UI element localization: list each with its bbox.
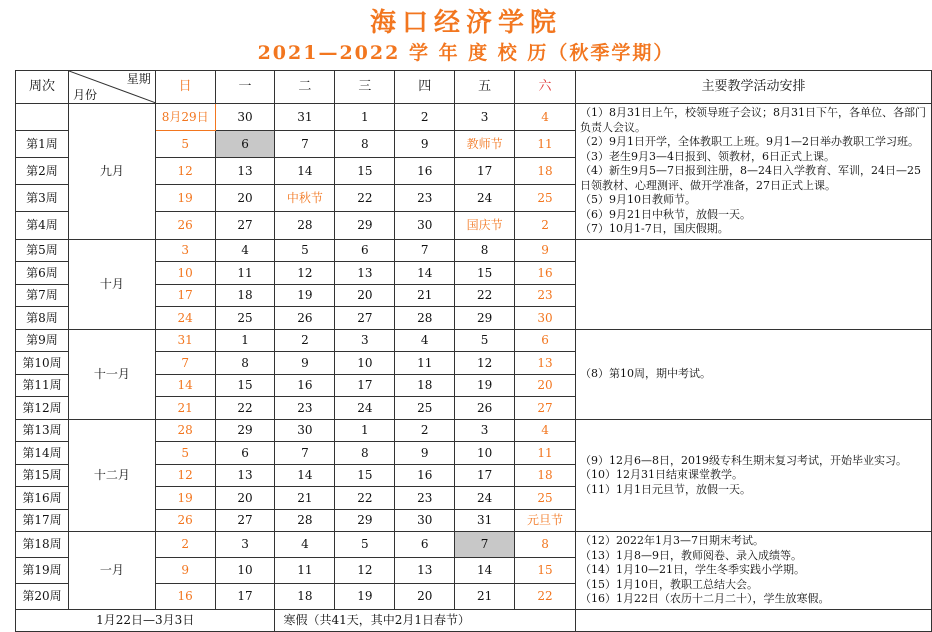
day-cell-wed: 15 [335, 158, 395, 185]
page-subtitle: 2021—2022 学 年 度 校 历（秋季学期） [257, 42, 675, 64]
day-cell-fri: 24 [455, 185, 515, 212]
note-item: （9）12月6—8日，2019级专科生期末复习考试，开始毕业实习。 [579, 453, 907, 467]
day-cell-thu: 28 [395, 307, 455, 330]
note-item: （11）1月1日元旦节，放假一天。 [579, 482, 751, 496]
day-cell-wed: 1 [335, 104, 395, 131]
week-label: 第5周 [16, 239, 69, 262]
day-cell-sun: 17 [155, 284, 215, 307]
day-cell-mon: 27 [215, 509, 275, 532]
week-label: 第13周 [16, 419, 69, 442]
day-cell-fri: 3 [455, 104, 515, 131]
notes-block4 [575, 532, 931, 610]
day-cell-thu: 23 [395, 185, 455, 212]
day-cell-wed: 22 [335, 185, 395, 212]
day-cell-thu: 23 [395, 487, 455, 510]
day-cell-thu: 20 [395, 583, 455, 609]
day-cell-tue: 18 [275, 583, 335, 609]
day-cell-sat: 元旦节 [515, 509, 576, 532]
note-item: （2）9月1日开学，全体教职工上班。9月1—2日举办教职工学习班。 [579, 135, 919, 148]
day-cell-mon: 20 [215, 487, 275, 510]
day-cell-mon: 18 [215, 284, 275, 307]
day-cell-wed: 19 [335, 583, 395, 609]
day-cell-thu: 2 [395, 104, 455, 131]
day-cell-wed: 22 [335, 487, 395, 510]
day-cell-wed: 1 [335, 419, 395, 442]
note-item: （6）9月21日中秋节，放假一天。 [579, 207, 751, 221]
week-row [16, 419, 932, 442]
day-cell-thu: 9 [395, 131, 455, 158]
day-cell-mon: 3 [215, 532, 275, 558]
day-cell-sun: 12 [155, 464, 215, 487]
day-cell-thu: 6 [395, 532, 455, 558]
day-cell-sun: 28 [155, 419, 215, 442]
week-label: 第12周 [16, 397, 69, 420]
winter-break-desc: 寒假（共41天，其中2月1日春节） [275, 609, 576, 632]
day-cell-tue: 31 [275, 104, 335, 131]
day-header-fri: 五 [455, 71, 515, 104]
notes-empty [575, 239, 931, 329]
note-item: （15）1月10日，教职工总结大会。 [579, 577, 758, 591]
day-cell-sat: 23 [515, 284, 576, 307]
day-cell-thu: 11 [395, 352, 455, 375]
day-cell-thu: 16 [395, 464, 455, 487]
week-label: 第20周 [16, 583, 69, 609]
week-label: 第19周 [16, 557, 69, 583]
day-cell-tue: 28 [275, 509, 335, 532]
day-cell-mon: 17 [215, 583, 275, 609]
notes-block3 [575, 419, 931, 532]
day-cell-mon: 22 [215, 397, 275, 420]
day-cell-sun: 9 [155, 557, 215, 583]
day-cell-tue: 7 [275, 131, 335, 158]
note-item: （14）1月10—21日，学生冬季实践小学期。 [579, 563, 805, 576]
day-cell-thu: 30 [395, 212, 455, 239]
day-cell-sat: 4 [515, 419, 576, 442]
day-cell-tue: 4 [275, 532, 335, 558]
day-cell-mon: 13 [215, 158, 275, 185]
day-cell-sun: 12 [155, 158, 215, 185]
day-cell-wed: 20 [335, 284, 395, 307]
day-cell-fri: 8 [455, 239, 515, 262]
day-cell-fri: 29 [455, 307, 515, 330]
day-cell-tue: 14 [275, 158, 335, 185]
day-cell-mon: 6 [215, 442, 275, 465]
week-label: 第9周 [16, 329, 69, 352]
note-item: （16）1月22日（农历十二月二十），学生放寒假。 [579, 592, 830, 605]
day-cell-mon: 13 [215, 464, 275, 487]
week-label: 第7周 [16, 284, 69, 307]
day-cell-thu: 4 [395, 329, 455, 352]
day-cell-wed: 29 [335, 212, 395, 239]
day-cell-wed: 10 [335, 352, 395, 375]
day-cell-sat: 25 [515, 185, 576, 212]
month-label-dec: 十二月 [68, 419, 155, 532]
day-cell-fri: 31 [455, 509, 515, 532]
day-cell-wed: 12 [335, 557, 395, 583]
day-cell-sun: 19 [155, 487, 215, 510]
day-header-sun: 日 [155, 71, 215, 104]
day-cell-fri: 22 [455, 284, 515, 307]
week-row [16, 329, 932, 352]
day-cell-sun: 8月29日 [155, 104, 215, 131]
day-cell-sun: 5 [155, 131, 215, 158]
day-header-mon: 一 [215, 71, 275, 104]
note-item: （8）第10周，期中考试。 [579, 366, 711, 380]
day-cell-wed: 8 [335, 131, 395, 158]
week-label: 第4周 [16, 212, 69, 239]
note-item: （13）1月8—9日，教师阅卷、录入成绩等。 [579, 548, 802, 562]
day-cell-sun: 5 [155, 442, 215, 465]
day-cell-thu: 25 [395, 397, 455, 420]
day-cell-sat: 25 [515, 487, 576, 510]
day-cell-wed: 13 [335, 262, 395, 285]
diag-weekday-label: 星期 [126, 72, 151, 86]
day-cell-wed: 6 [335, 239, 395, 262]
footer-row [16, 609, 932, 632]
note-item: （10）12月31日结束课堂教学。 [579, 468, 743, 481]
day-cell-sun: 21 [155, 397, 215, 420]
day-cell-fri: 21 [455, 583, 515, 609]
day-cell-sun: 19 [155, 185, 215, 212]
day-cell-sat: 13 [515, 352, 576, 375]
day-cell-wed: 24 [335, 397, 395, 420]
week-label: 第16周 [16, 487, 69, 510]
day-cell-mon: 27 [215, 212, 275, 239]
day-cell-fri: 国庆节 [455, 212, 515, 239]
day-cell-mon: 30 [215, 104, 275, 131]
day-cell-tue: 30 [275, 419, 335, 442]
day-header-tue: 二 [275, 71, 335, 104]
day-cell-sat: 18 [515, 158, 576, 185]
header-row [16, 71, 932, 104]
day-cell-mon: 8 [215, 352, 275, 375]
day-cell-thu: 16 [395, 158, 455, 185]
day-cell-sat: 8 [515, 532, 576, 558]
day-cell-thu: 2 [395, 419, 455, 442]
week-row [16, 239, 932, 262]
day-cell-fri: 14 [455, 557, 515, 583]
day-cell-mon: 20 [215, 185, 275, 212]
week-label: 第18周 [16, 532, 69, 558]
day-cell-thu: 14 [395, 262, 455, 285]
day-cell-sun: 16 [155, 583, 215, 609]
day-cell-sat: 2 [515, 212, 576, 239]
week-row [16, 532, 932, 558]
day-cell-tue: 12 [275, 262, 335, 285]
day-cell-sat: 15 [515, 557, 576, 583]
notes-block1 [575, 104, 931, 240]
day-cell-sat: 27 [515, 397, 576, 420]
note-item: （12）2022年1月3—7日期末考试。 [579, 534, 764, 547]
day-cell-sun: 2 [155, 532, 215, 558]
day-cell-sun: 3 [155, 239, 215, 262]
month-label-nov: 十一月 [68, 329, 155, 419]
day-cell-sun: 26 [155, 212, 215, 239]
day-cell-tue: 26 [275, 307, 335, 330]
day-cell-fri: 3 [455, 419, 515, 442]
day-cell-sat: 11 [515, 442, 576, 465]
month-label-oct: 十月 [68, 239, 155, 329]
day-header-sat: 六 [515, 71, 576, 104]
day-cell-fri: 15 [455, 262, 515, 285]
day-cell-thu: 9 [395, 442, 455, 465]
day-cell-wed: 15 [335, 464, 395, 487]
day-cell-tue: 16 [275, 374, 335, 397]
day-cell-sat: 4 [515, 104, 576, 131]
week-label: 第1周 [16, 131, 69, 158]
day-cell-mon: 25 [215, 307, 275, 330]
day-cell-wed: 27 [335, 307, 395, 330]
week-label: 第3周 [16, 185, 69, 212]
day-cell-fri: 12 [455, 352, 515, 375]
day-cell-mon: 11 [215, 262, 275, 285]
day-cell-fri: 17 [455, 158, 515, 185]
page-title: 海口经济学院 [369, 8, 562, 38]
day-cell-sat: 18 [515, 464, 576, 487]
diagonal-header [68, 71, 155, 104]
day-cell-fri: 10 [455, 442, 515, 465]
day-cell-wed: 8 [335, 442, 395, 465]
day-header-thu: 四 [395, 71, 455, 104]
note-item: （1）8月31日上午，校领导班子会议；8月31日下午，各单位、各部门负责人会议。 [579, 106, 926, 134]
day-cell-tue: 23 [275, 397, 335, 420]
day-cell-sun: 31 [155, 329, 215, 352]
day-cell-fri: 7 [455, 532, 515, 558]
week-label: 第10周 [16, 352, 69, 375]
note-item: （7）10月1-7日，国庆假期。 [579, 222, 729, 235]
day-cell-tue: 7 [275, 442, 335, 465]
day-cell-wed: 3 [335, 329, 395, 352]
day-cell-mon: 1 [215, 329, 275, 352]
notes-block2 [575, 329, 931, 419]
day-cell-thu: 30 [395, 509, 455, 532]
day-cell-thu: 7 [395, 239, 455, 262]
day-cell-fri: 26 [455, 397, 515, 420]
month-label-sep: 九月 [68, 104, 155, 240]
week-label: 第14周 [16, 442, 69, 465]
day-cell-sat: 22 [515, 583, 576, 609]
day-cell-fri: 24 [455, 487, 515, 510]
diag-month-label: 月份 [72, 88, 97, 102]
footer-notes-cell [575, 609, 931, 632]
day-cell-thu: 18 [395, 374, 455, 397]
day-cell-tue: 28 [275, 212, 335, 239]
day-cell-mon: 4 [215, 239, 275, 262]
day-cell-tue: 2 [275, 329, 335, 352]
week-label [16, 104, 69, 131]
day-cell-sun: 24 [155, 307, 215, 330]
week-row [16, 104, 932, 131]
week-label: 第11周 [16, 374, 69, 397]
day-cell-sun: 10 [155, 262, 215, 285]
calendar-table [15, 70, 932, 632]
week-label: 第15周 [16, 464, 69, 487]
day-cell-sat: 6 [515, 329, 576, 352]
week-label: 第17周 [16, 509, 69, 532]
day-cell-tue: 14 [275, 464, 335, 487]
day-cell-tue: 5 [275, 239, 335, 262]
day-cell-sat: 11 [515, 131, 576, 158]
note-item: （3）老生9月3—4日报到、领教材，6日正式上课。 [579, 149, 835, 163]
day-cell-mon: 6 [215, 131, 275, 158]
day-cell-sat: 30 [515, 307, 576, 330]
week-label: 第2周 [16, 158, 69, 185]
day-cell-mon: 29 [215, 419, 275, 442]
day-header-wed: 三 [335, 71, 395, 104]
week-label: 第8周 [16, 307, 69, 330]
day-cell-fri: 教师节 [455, 131, 515, 158]
day-cell-fri: 19 [455, 374, 515, 397]
day-cell-mon: 10 [215, 557, 275, 583]
month-label-jan: 一月 [68, 532, 155, 610]
day-cell-sun: 26 [155, 509, 215, 532]
day-cell-tue: 11 [275, 557, 335, 583]
day-cell-mon: 15 [215, 374, 275, 397]
day-cell-tue: 21 [275, 487, 335, 510]
day-cell-tue: 19 [275, 284, 335, 307]
winter-break-dates: 1月22日—3月3日 [16, 609, 275, 632]
day-cell-sat: 9 [515, 239, 576, 262]
day-cell-thu: 13 [395, 557, 455, 583]
day-cell-wed: 17 [335, 374, 395, 397]
day-cell-tue: 中秋节 [275, 185, 335, 212]
day-cell-sun: 7 [155, 352, 215, 375]
day-cell-sun: 14 [155, 374, 215, 397]
notes-column-header: 主要教学活动安排 [575, 71, 931, 104]
day-cell-fri: 17 [455, 464, 515, 487]
week-label: 第6周 [16, 262, 69, 285]
note-item: （5）9月10日教师节。 [579, 193, 696, 206]
note-item: （4）新生9月5—7日报到注册，8—24日入学教育、军训，24日—25日领教材、心理测评、做开学准备，27日正式上课。 [579, 164, 921, 192]
day-cell-thu: 21 [395, 284, 455, 307]
day-cell-wed: 29 [335, 509, 395, 532]
day-cell-tue: 9 [275, 352, 335, 375]
day-cell-sat: 20 [515, 374, 576, 397]
day-cell-sat: 16 [515, 262, 576, 285]
day-cell-wed: 5 [335, 532, 395, 558]
week-column-header: 周次 [16, 71, 69, 104]
day-cell-fri: 5 [455, 329, 515, 352]
